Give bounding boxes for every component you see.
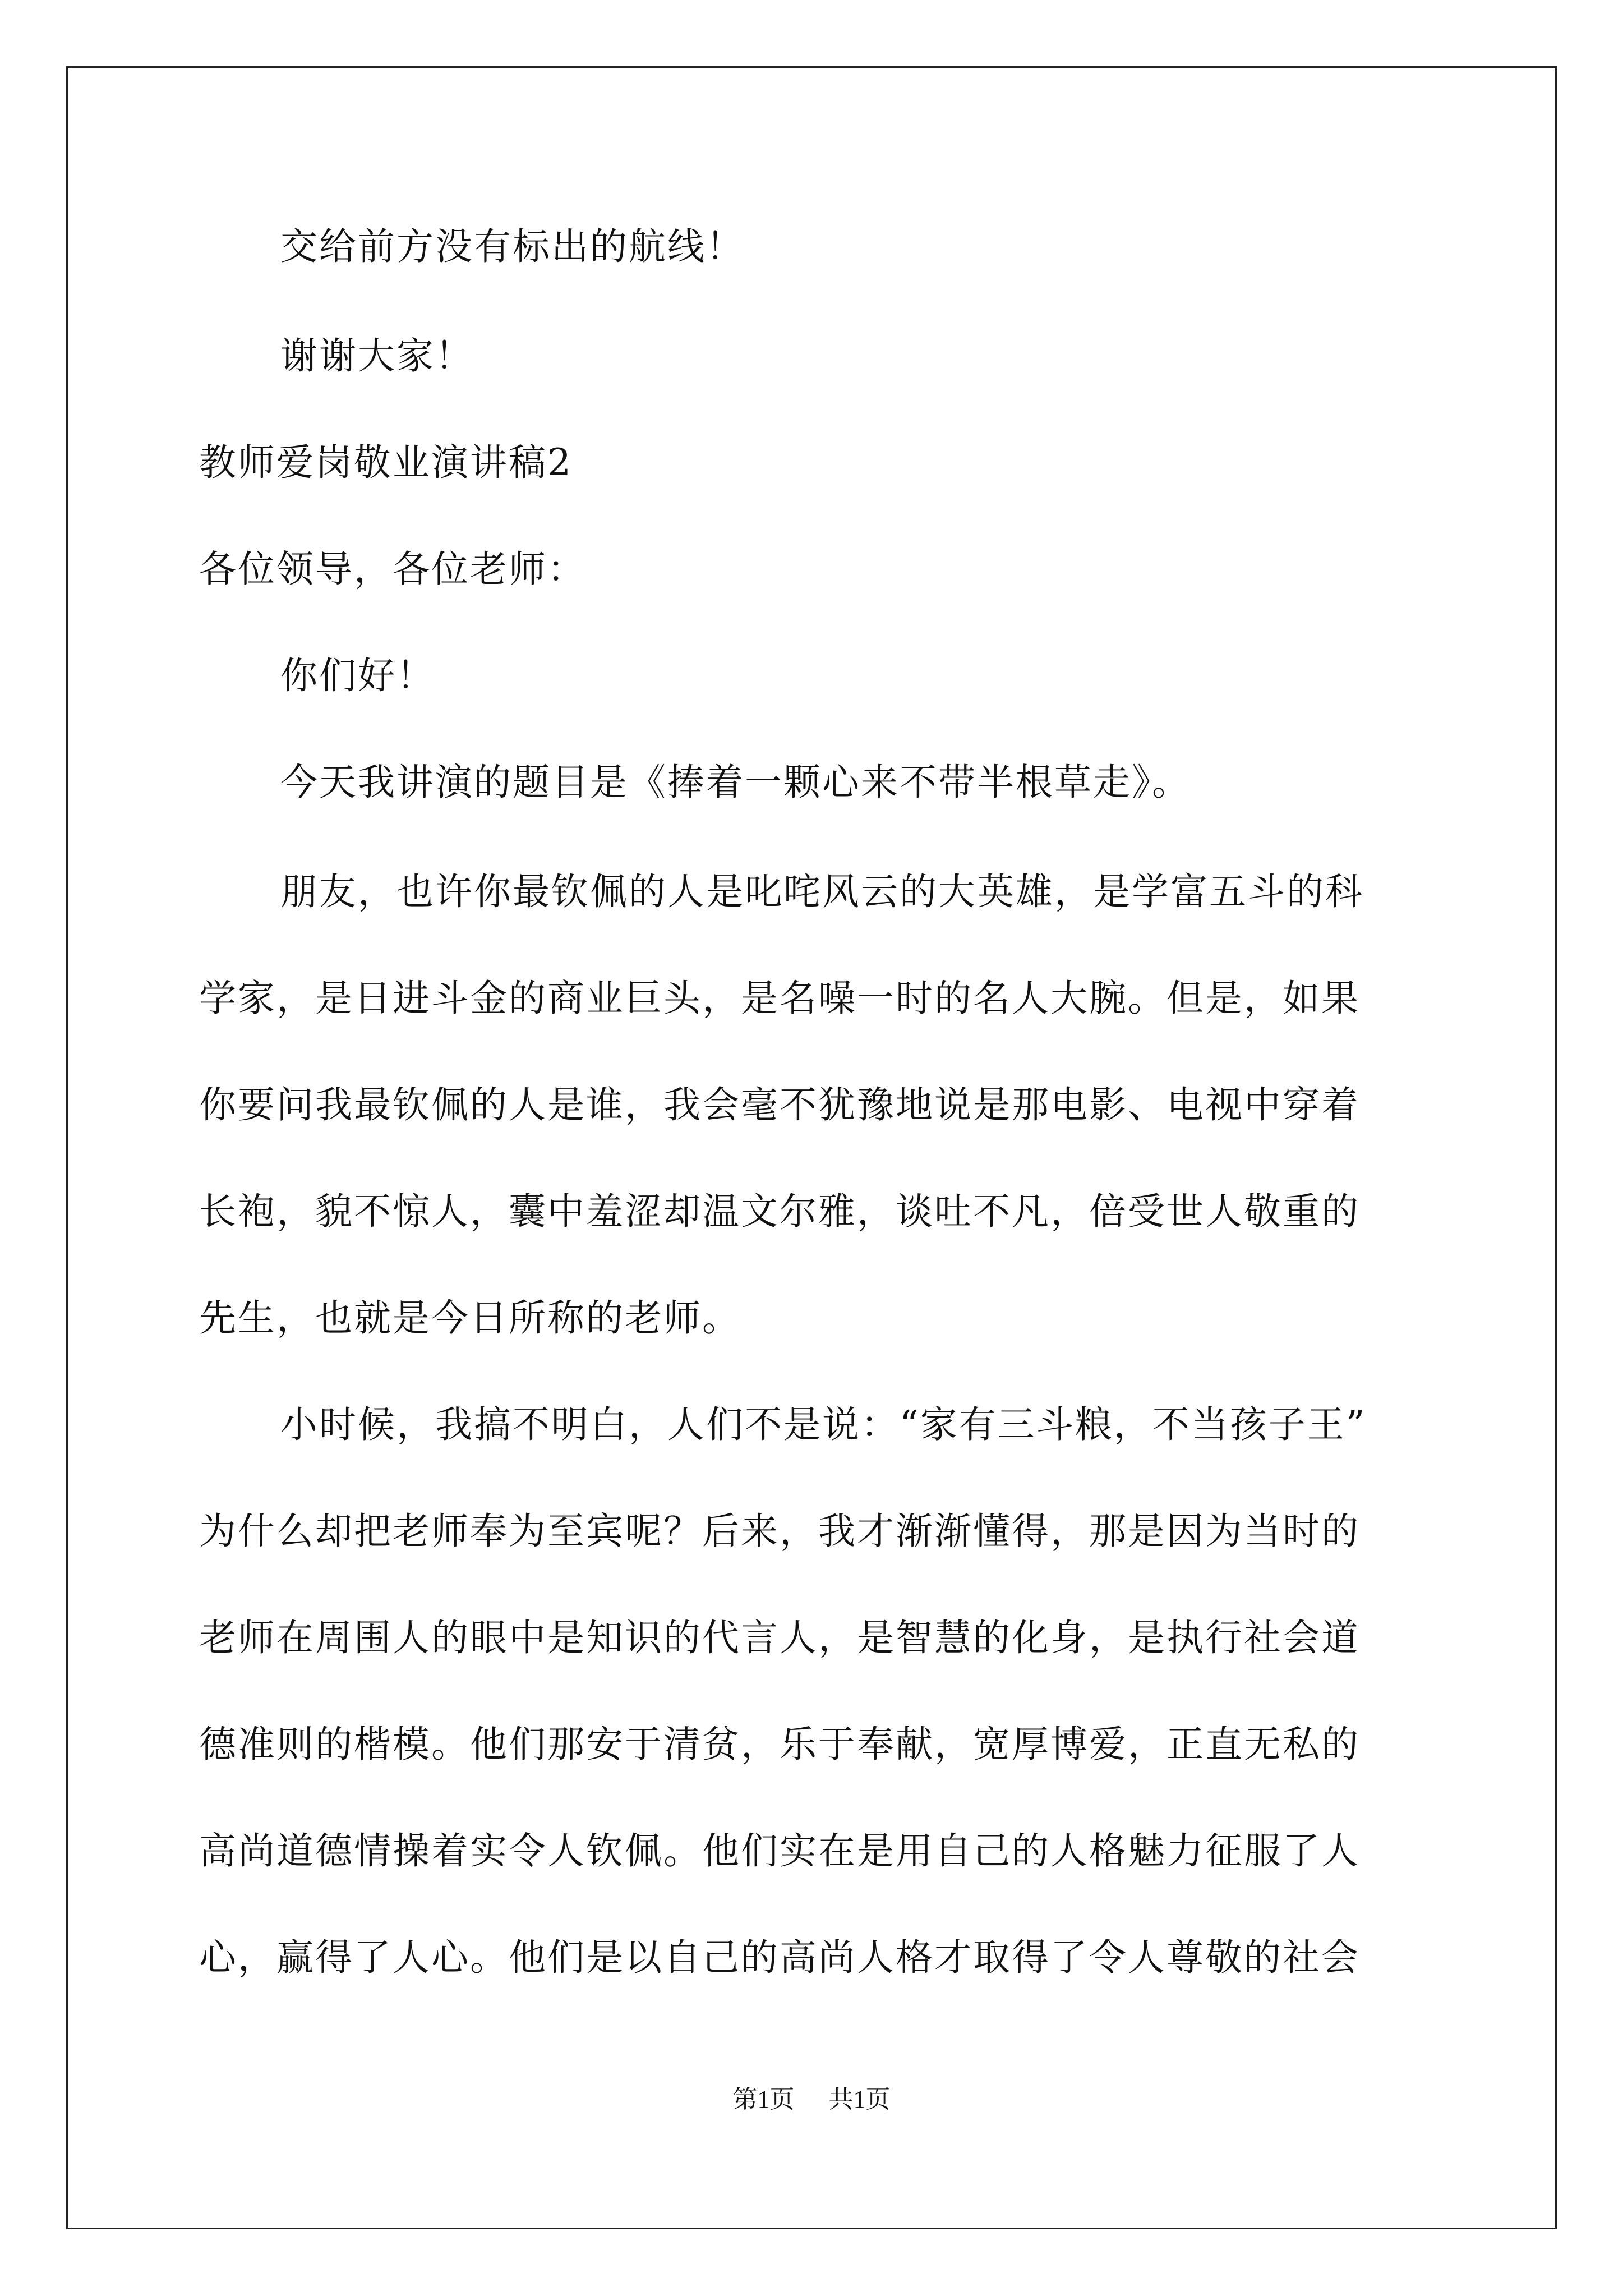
page-number: 第1页 [732,2086,795,2113]
text-line: 老师在周围人的眼中是知识的代言人，是智慧的化身，是执行社会道 [199,1616,1360,1659]
text-line: 心，赢得了人心。他们是以自己的高尚人格才取得了令人尊敬的社会 [199,1936,1360,1979]
text-line: 德准则的楷模。他们那安于清贫，乐于奉献，宽厚博爱，正直无私的 [199,1723,1360,1766]
page-border [66,66,1557,2229]
text-line: 小时候，我搞不明白，人们不是说：“家有三斗粮，不当孩子王” [280,1403,1367,1446]
text-line: 学家，是日进斗金的商业巨头，是名噪一时的名人大腕。但是，如果 [199,977,1360,1020]
text-line: 为什么却把老师奉为至宾呢？后来，我才渐渐懂得，那是因为当时的 [199,1510,1360,1553]
text-line: 高尚道德情操着实令人钦佩。他们实在是用自己的人格魅力征服了人 [199,1829,1360,1872]
text-line: 谢谢大家！ [280,334,474,378]
text-line: 你们好！ [280,654,435,697]
page-footer [0,2083,1623,2116]
text-line: 你要问我最钦佩的人是谁，我会毫不犹豫地说是那电影、电视中穿着 [199,1083,1360,1126]
text-line: 先生，也就是今日所称的老师。 [199,1296,741,1340]
text-line: 朋友，也许你最钦佩的人是叱咤风云的大英雄，是学富五斗的科 [280,870,1364,913]
text-line: 交给前方没有标出的航线！ [280,225,745,268]
section-heading: 教师爱岗敬业演讲稿2 [199,441,573,484]
page-total: 共1页 [828,2086,891,2113]
salutation: 各位领导，各位老师： [199,547,586,591]
text-line: 今天我讲演的题目是《捧着一颗心来不带半根草走》。 [280,761,1191,804]
text-line: 长袍，貌不惊人，囊中羞涩却温文尔雅，谈吐不凡，倍受世人敬重的 [199,1190,1360,1233]
